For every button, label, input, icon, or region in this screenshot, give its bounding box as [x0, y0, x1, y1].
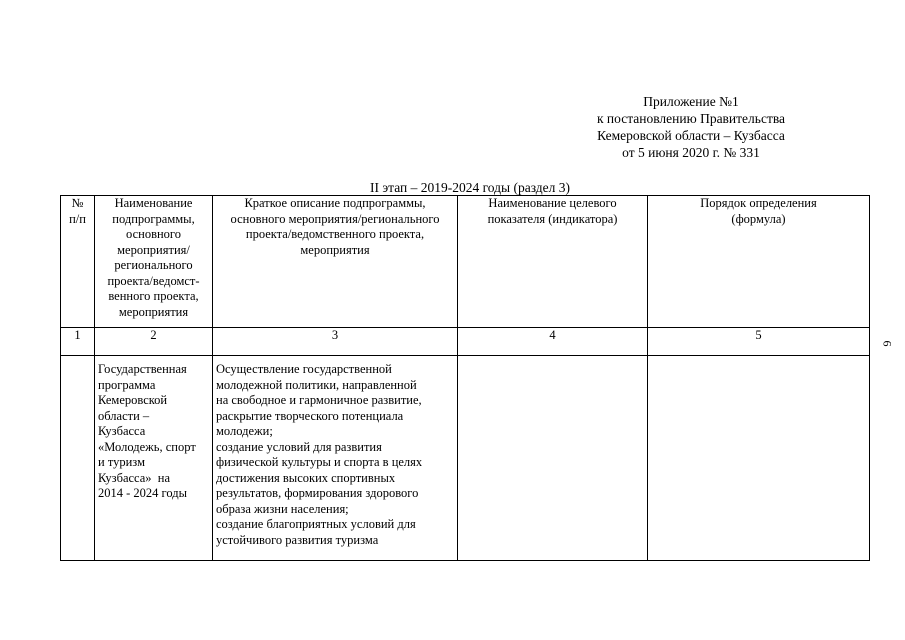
column-number: 3 [213, 328, 458, 356]
header-line: (формула) [731, 211, 786, 226]
header-line: п/п [69, 211, 86, 226]
cell-line: Кузбасса [98, 424, 146, 438]
header-line: мероприятия [300, 242, 370, 257]
header-line: венного проекта, [108, 289, 199, 303]
table-header-row [61, 196, 870, 328]
column-number-row [61, 328, 870, 356]
stage-title: II этап – 2019-2024 годы (раздел 3) [369, 180, 571, 195]
cell-line: Государственная [98, 362, 187, 376]
appendix-line-3: Кемеровской области – Кузбасса [597, 128, 785, 143]
header-subprogram-name [95, 196, 213, 328]
page-number: 6 [880, 340, 895, 347]
header-line: Порядок определения [700, 196, 817, 210]
column-number: 4 [458, 328, 648, 356]
header-line: мероприятия [118, 304, 189, 319]
header-line: показателя (индикатора) [487, 211, 618, 226]
header-description [213, 196, 458, 328]
cell-formula [648, 356, 870, 561]
cell-line: области – [98, 408, 150, 423]
cell-program-name [95, 356, 213, 561]
header-line: Наименование [114, 196, 193, 210]
appendix-line-4: от 5 июня 2020 г. № 331 [622, 145, 760, 160]
cell-line: образа жизни населения; [216, 501, 349, 516]
header-line: Наименование целевого [488, 196, 617, 210]
cell-number [61, 356, 95, 561]
header-line: основного [126, 227, 181, 241]
cell-line: раскрытие творческого потенциала [216, 408, 404, 423]
cell-description [213, 356, 458, 561]
appendix-line-2: к постановлению Правительства [596, 111, 786, 126]
column-number: 2 [95, 328, 213, 356]
table-row [61, 356, 870, 561]
program-table [60, 195, 870, 561]
cell-line: молодежной политики, направленной [216, 377, 417, 392]
header-line: основного мероприятия/регионального [230, 211, 440, 226]
header-indicator-name [458, 196, 648, 328]
header-line: мероприятия/ [117, 242, 190, 257]
cell-line: создание благоприятных условий для [216, 517, 416, 531]
cell-line: Осуществление государственной [216, 362, 392, 376]
cell-line: Кузбасса» на [98, 470, 171, 485]
cell-indicator [458, 356, 648, 561]
appendix-line-1: Приложение №1 [643, 94, 739, 109]
appendix-header [560, 93, 822, 161]
header-line: регионального [114, 258, 193, 272]
cell-line: достижения высоких спортивных [216, 470, 396, 485]
cell-line: и туризм [98, 455, 145, 469]
header-line: Краткое описание подпрограммы, [244, 196, 426, 210]
header-line: проекта/ведомст- [107, 273, 200, 288]
column-number: 1 [61, 328, 95, 356]
header-line: проекта/ведомственного проекта, [245, 227, 425, 241]
cell-line: «Молодежь, спорт [98, 439, 196, 454]
cell-line: молодежи; [216, 424, 273, 438]
cell-line: 2014 - 2024 годы [98, 486, 188, 500]
header-number [61, 196, 95, 328]
cell-line: Кемеровской [98, 393, 168, 407]
cell-line: результатов, формирования здорового [216, 486, 419, 500]
header-formula [648, 196, 870, 328]
cell-line: создание условий для развития [216, 439, 382, 454]
cell-line: программа [98, 377, 156, 392]
column-number: 5 [648, 328, 870, 356]
cell-line: устойчивого развития туризма [216, 532, 379, 547]
cell-line: на свободное и гармоничное развитие, [216, 393, 422, 407]
header-line: № [71, 196, 84, 210]
header-line: подпрограммы, [112, 211, 195, 226]
cell-line: физической культуры и спорта в целях [216, 455, 423, 469]
